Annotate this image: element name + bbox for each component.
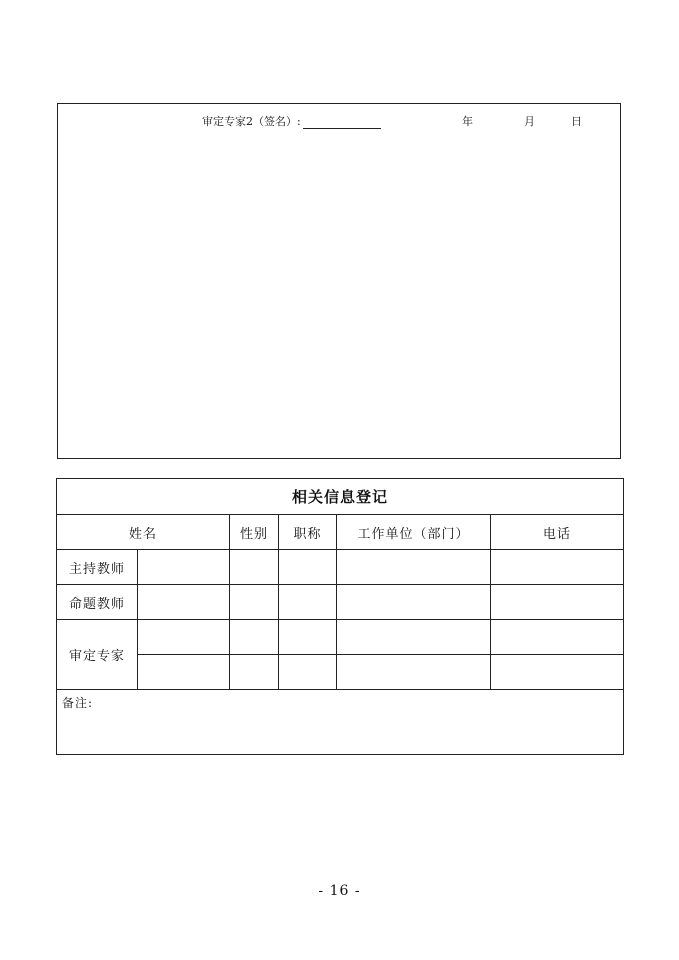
cell-expert2-name[interactable]: [138, 655, 230, 690]
header-unit: 工作单位（部门）: [337, 515, 491, 550]
header-title: 职称: [279, 515, 337, 550]
cell-expert2-gender[interactable]: [230, 655, 279, 690]
header-phone: 电话: [491, 515, 624, 550]
role-host-teacher: 主持教师: [57, 550, 138, 585]
review-expert-signature-box: [57, 103, 621, 459]
cell-exam-unit[interactable]: [337, 585, 491, 620]
table-title: 相关信息登记: [57, 479, 624, 515]
signature-label: 审定专家2（签名）:: [202, 115, 301, 128]
cell-expert1-unit[interactable]: [337, 620, 491, 655]
cell-exam-name[interactable]: [138, 585, 230, 620]
cell-host-title[interactable]: [279, 550, 337, 585]
info-registration-table: [56, 478, 624, 755]
cell-host-unit[interactable]: [337, 550, 491, 585]
role-review-expert: 审定专家: [57, 620, 138, 690]
remark-label: 备注:: [62, 696, 94, 710]
cell-expert2-unit[interactable]: [337, 655, 491, 690]
table-row-exam-teacher: [57, 585, 624, 620]
signature-blank[interactable]: [303, 115, 381, 129]
table-header-row: [57, 515, 624, 550]
cell-exam-phone[interactable]: [491, 585, 624, 620]
cell-expert1-phone[interactable]: [491, 620, 624, 655]
header-name: 姓名: [57, 515, 230, 550]
cell-exam-title[interactable]: [279, 585, 337, 620]
header-gender: 性别: [230, 515, 279, 550]
cell-expert1-title[interactable]: [279, 620, 337, 655]
cell-expert1-name[interactable]: [138, 620, 230, 655]
page-number: - 16 -: [318, 883, 361, 899]
table-row-host-teacher: [57, 550, 624, 585]
cell-expert2-title[interactable]: [279, 655, 337, 690]
role-exam-teacher: 命题教师: [57, 585, 138, 620]
month-label: 月: [524, 115, 535, 128]
cell-host-name[interactable]: [138, 550, 230, 585]
cell-expert1-gender[interactable]: [230, 620, 279, 655]
cell-expert2-phone[interactable]: [491, 655, 624, 690]
table-row-review-expert-1: [57, 620, 624, 655]
remark-cell[interactable]: [57, 690, 624, 755]
cell-host-phone[interactable]: [491, 550, 624, 585]
year-label: 年: [462, 115, 473, 128]
cell-exam-gender[interactable]: [230, 585, 279, 620]
signature-line: [202, 113, 381, 129]
day-label: 日: [571, 115, 582, 128]
table-row-review-expert-2: [57, 655, 624, 690]
cell-host-gender[interactable]: [230, 550, 279, 585]
